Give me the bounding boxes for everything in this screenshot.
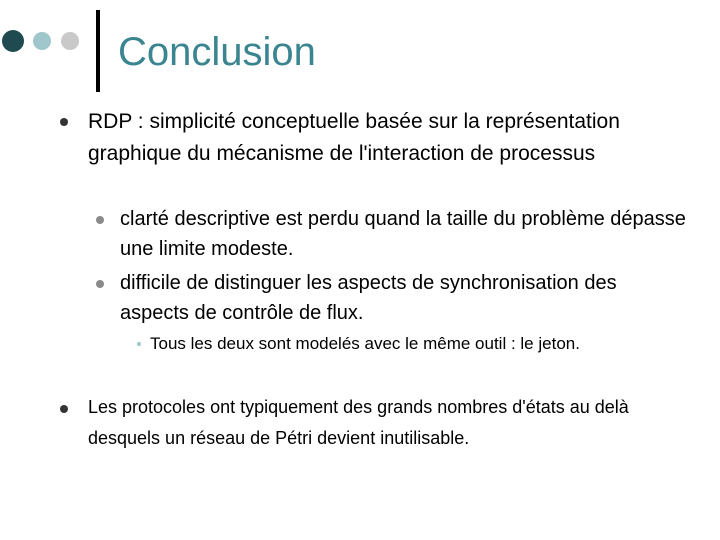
sub-bullet-text-clarte: clarté descriptive est perdu quand la taille du problème dépasse une limite modeste. — [120, 208, 686, 260]
decorative-dot-dark — [2, 30, 24, 52]
bullet-text-protocoles: Les protocoles ont typiquement des grands nombres d'états au delà desquels un réseau de Pétri devient inutilisable. — [88, 397, 629, 448]
sub-sub-bullet-text-jeton: Tous les deux sont modelés avec le même outil : le jeton. — [150, 334, 580, 353]
bullet-text-rdp — [88, 106, 698, 170]
decorative-dot-light — [33, 32, 51, 50]
bullet-icon — [60, 118, 68, 126]
sub-sub-bullet-icon — [137, 342, 141, 346]
bullet-body: simplicité conceptuelle basée sur la représentation graphique du mécanisme de l'interaction de processus — [88, 110, 620, 165]
sub-bullet-icon — [96, 280, 104, 288]
bullet-icon — [60, 405, 68, 413]
decorative-dot-grey — [61, 32, 79, 50]
bullet-term: RDP : — [88, 110, 144, 133]
sub-bullet-text-difficile: difficile de distinguer les aspects de synchronisation des aspects de contrôle de flux. — [120, 272, 617, 324]
slide-title: Conclusion — [118, 30, 316, 74]
title-divider — [96, 10, 100, 92]
sub-bullet-icon — [96, 216, 104, 224]
